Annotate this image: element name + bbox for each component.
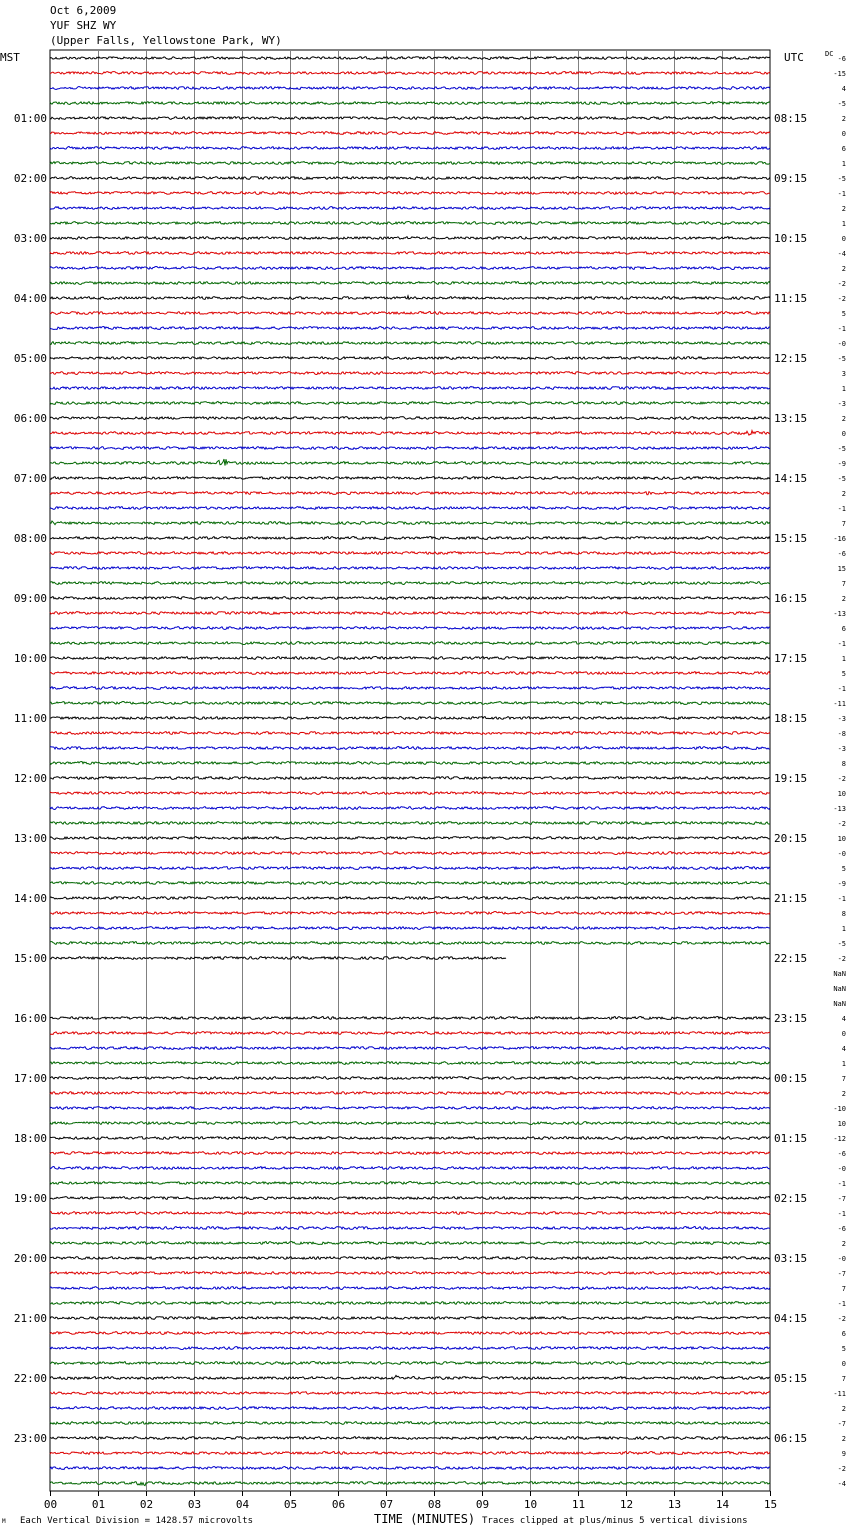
seismic-trace — [50, 1302, 770, 1305]
seismic-trace — [50, 882, 770, 885]
dc-offset-label: -4 — [837, 1480, 846, 1488]
mst-hour-label: 12:00 — [13, 772, 47, 785]
x-tick-label: 12 — [619, 1498, 634, 1511]
seismic-trace — [50, 1017, 770, 1020]
utc-hour-label: 08:15 — [774, 112, 808, 125]
dc-offset-label: 10 — [837, 1120, 846, 1128]
mst-hour-label: 21:00 — [13, 1312, 47, 1325]
seismic-trace — [50, 431, 770, 436]
seismic-trace — [50, 87, 770, 90]
mst-hour-label: 15:00 — [13, 952, 47, 965]
seismic-trace — [50, 1257, 770, 1260]
dc-offset-label: -9 — [837, 880, 846, 888]
seismic-trace — [50, 687, 770, 690]
seismic-trace — [50, 267, 770, 270]
seismic-trace — [50, 642, 770, 645]
dc-offset-label: 0 — [841, 130, 846, 138]
mst-hour-label: 03:00 — [13, 232, 47, 245]
x-tick-label: 06 — [331, 1498, 346, 1511]
dc-offset-label: 3 — [841, 370, 846, 378]
dc-offset-label: -13 — [833, 610, 846, 618]
seismic-trace — [50, 867, 770, 870]
seismic-trace — [50, 762, 770, 765]
seismic-trace — [50, 927, 770, 930]
seismic-trace — [50, 387, 770, 390]
utc-hour-label: 14:15 — [774, 472, 808, 485]
seismic-trace — [50, 342, 770, 345]
x-tick-label: 00 — [43, 1498, 58, 1511]
dc-offset-label: -1 — [837, 1210, 846, 1218]
corner-mark: M — [2, 1518, 6, 1525]
utc-hour-label: 04:15 — [774, 1312, 808, 1325]
dc-offset-label: -1 — [837, 640, 846, 648]
dc-offset-label: -16 — [833, 535, 846, 543]
seismic-trace — [50, 521, 770, 525]
utc-hour-label: 00:15 — [774, 1072, 808, 1085]
dc-offset-label: -6 — [837, 1225, 846, 1233]
dc-offset-label: 4 — [841, 85, 846, 93]
dc-offset-label: 2 — [841, 490, 846, 498]
dc-offset-label: -1 — [837, 1300, 846, 1308]
seismic-trace — [50, 792, 770, 795]
utc-hour-label: 01:15 — [774, 1132, 808, 1145]
utc-hour-label: 17:15 — [774, 652, 808, 665]
utc-hour-label: 09:15 — [774, 172, 808, 185]
seismic-trace — [50, 1152, 770, 1155]
dc-offset-label: 0 — [841, 1030, 846, 1038]
seismic-trace — [50, 807, 770, 810]
utc-hour-label: 13:15 — [774, 412, 808, 425]
dc-offset-label: -6 — [837, 550, 846, 558]
dc-offset-label: -0 — [837, 1255, 846, 1263]
seismic-trace — [50, 672, 770, 675]
seismic-trace — [50, 1407, 770, 1410]
dc-offset-label: 8 — [841, 760, 846, 768]
dc-offset-label: 0 — [841, 235, 846, 243]
seismic-trace — [50, 192, 770, 195]
dc-offset-label: -7 — [837, 1420, 846, 1428]
dc-offset-label: 15 — [837, 565, 846, 573]
dc-offset-label: -10 — [833, 1105, 846, 1113]
mst-hour-label: 14:00 — [13, 892, 47, 905]
station-code: YUF SHZ WY — [50, 19, 117, 32]
utc-hour-label: 21:15 — [774, 892, 808, 905]
seismic-trace — [50, 1467, 770, 1470]
dc-offset-label: -15 — [833, 70, 846, 78]
seismic-trace — [50, 582, 770, 585]
utc-hour-label: 12:15 — [774, 352, 808, 365]
utc-hour-label: 05:15 — [774, 1372, 808, 1385]
dc-column-header: DC — [825, 50, 834, 58]
dc-offset-label: 2 — [841, 1090, 846, 1098]
seismic-trace — [50, 852, 770, 855]
mst-hour-label: 10:00 — [13, 652, 47, 665]
mst-hour-label: 07:00 — [13, 472, 47, 485]
dc-offset-label: -1 — [837, 190, 846, 198]
seismic-trace — [50, 1332, 770, 1335]
dc-offset-label: 1 — [841, 160, 846, 168]
seismic-trace — [50, 357, 770, 360]
seismic-trace — [50, 1122, 770, 1125]
mst-hour-label: 02:00 — [13, 172, 47, 185]
seismic-trace — [50, 417, 770, 420]
mst-hour-label: 22:00 — [13, 1372, 47, 1385]
seismic-trace — [50, 492, 770, 495]
dc-offset-label: NaN — [833, 970, 846, 978]
seismic-trace — [50, 627, 770, 630]
seismic-trace — [50, 1362, 770, 1365]
seismic-trace — [50, 552, 770, 555]
dc-offset-label: -3 — [837, 745, 846, 753]
dc-offset-label: 6 — [841, 145, 846, 153]
seismic-trace — [50, 147, 770, 150]
time-grid — [50, 50, 771, 1496]
x-tick-label: 14 — [715, 1498, 730, 1511]
dc-offset-label: 2 — [841, 205, 846, 213]
dc-offset-label: 2 — [841, 115, 846, 123]
dc-offset-label: -12 — [833, 1135, 846, 1143]
dc-offset-label: -3 — [837, 400, 846, 408]
seismic-trace — [50, 942, 770, 945]
seismic-trace — [50, 1272, 770, 1275]
seismic-trace — [50, 1392, 770, 1395]
dc-offset-label: 7 — [841, 1075, 846, 1083]
dc-offset-label: 1 — [841, 925, 846, 933]
seismic-trace — [50, 1092, 770, 1095]
trace-group — [50, 57, 770, 1486]
x-tick-label: 05 — [283, 1498, 298, 1511]
dc-offset-label: 1 — [841, 220, 846, 228]
seismic-trace — [50, 897, 770, 900]
dc-offset-label: -0 — [837, 850, 846, 858]
seismic-trace — [50, 1482, 770, 1486]
dc-offset-label: -6 — [837, 55, 846, 63]
dc-offset-label: -1 — [837, 325, 846, 333]
seismic-trace — [50, 1452, 770, 1455]
dc-offset-label: 4 — [841, 1045, 846, 1053]
x-tick-label: 02 — [139, 1498, 154, 1511]
seismic-trace — [50, 72, 770, 75]
seismic-trace — [50, 1062, 770, 1065]
dc-offset-label: 7 — [841, 1285, 846, 1293]
dc-offset-label: 10 — [837, 790, 846, 798]
seismic-trace — [50, 822, 770, 825]
x-tick-label: 09 — [475, 1498, 490, 1511]
mst-hour-label: 13:00 — [13, 832, 47, 845]
x-tick-label: 15 — [763, 1498, 778, 1511]
x-tick-label: 10 — [523, 1498, 538, 1511]
seismic-trace — [50, 837, 770, 840]
dc-offset-label: 2 — [841, 595, 846, 603]
dc-offset-label: 6 — [841, 1330, 846, 1338]
dc-offset-label: -5 — [837, 100, 846, 108]
dc-offset-label: 7 — [841, 1375, 846, 1383]
mst-hour-label: 17:00 — [13, 1072, 47, 1085]
dc-offset-label: -9 — [837, 460, 846, 468]
dc-offset-label: -1 — [837, 895, 846, 903]
dc-offset-label: 5 — [841, 310, 846, 318]
dc-offset-label: 5 — [841, 670, 846, 678]
utc-hour-label: 02:15 — [774, 1192, 808, 1205]
utc-hour-label: 18:15 — [774, 712, 808, 725]
utc-hour-label: 03:15 — [774, 1252, 808, 1265]
seismic-trace — [50, 447, 770, 450]
mst-hour-label: 09:00 — [13, 592, 47, 605]
x-tick-label: 01 — [91, 1498, 106, 1511]
seismic-trace — [50, 1422, 770, 1425]
utc-hour-label: 23:15 — [774, 1012, 808, 1025]
seismic-trace — [50, 222, 770, 225]
seismic-trace — [50, 1347, 770, 1350]
seismic-trace — [50, 1375, 770, 1379]
seismic-trace — [50, 1227, 770, 1230]
seismic-trace — [50, 1317, 770, 1320]
mst-hour-label: 05:00 — [13, 352, 47, 365]
dc-offset-label: 10 — [837, 835, 846, 843]
dc-offset-label: 0 — [841, 430, 846, 438]
mst-hour-label: 19:00 — [13, 1192, 47, 1205]
dc-offset-label: -1 — [837, 1180, 846, 1188]
seismic-trace — [50, 132, 770, 135]
mst-hour-label: 06:00 — [13, 412, 47, 425]
seismic-trace — [50, 282, 770, 285]
mst-hour-label: 01:00 — [13, 112, 47, 125]
mst-hour-label: 08:00 — [13, 532, 47, 545]
dc-offset-label: -7 — [837, 1270, 846, 1278]
dc-offset-label: -5 — [837, 175, 846, 183]
dc-offset-label: -2 — [837, 295, 846, 303]
seismic-trace — [50, 252, 770, 255]
seismic-trace — [50, 177, 770, 180]
dc-offset-label: 2 — [841, 415, 846, 423]
axis-labels — [14, 55, 846, 1511]
dc-offset-label: -2 — [837, 1315, 846, 1323]
seismic-trace — [50, 717, 770, 720]
dc-offset-label: NaN — [833, 1000, 846, 1008]
dc-offset-label: -11 — [833, 1390, 846, 1398]
right-timezone-label: UTC — [784, 51, 804, 64]
dc-offset-label: -5 — [837, 445, 846, 453]
dc-offset-label: -5 — [837, 355, 846, 363]
dc-offset-label: 8 — [841, 910, 846, 918]
seismic-trace — [50, 459, 770, 466]
dc-offset-label: 2 — [841, 265, 846, 273]
seismic-trace — [50, 312, 770, 315]
x-axis-title: TIME (MINUTES) — [374, 1512, 476, 1526]
dc-offset-label: -8 — [837, 730, 846, 738]
dc-offset-label: 1 — [841, 655, 846, 663]
dc-offset-label: 1 — [841, 1060, 846, 1068]
dc-offset-label: -11 — [833, 700, 846, 708]
mst-hour-label: 11:00 — [13, 712, 47, 725]
seismic-trace — [50, 1107, 770, 1110]
dc-offset-label: -6 — [837, 1150, 846, 1158]
dc-offset-label: -2 — [837, 775, 846, 783]
seismic-trace — [50, 507, 770, 510]
seismic-trace — [50, 1437, 770, 1440]
dc-offset-label: -4 — [837, 250, 846, 258]
seismic-trace — [50, 702, 770, 705]
seismic-trace — [50, 537, 770, 540]
seismic-trace — [50, 1242, 770, 1245]
mst-hour-label: 18:00 — [13, 1132, 47, 1145]
utc-hour-label: 19:15 — [774, 772, 808, 785]
seismic-trace — [50, 1032, 770, 1035]
dc-offset-label: -1 — [837, 685, 846, 693]
plot-frame — [50, 50, 770, 1491]
seismic-trace — [50, 1137, 770, 1140]
dc-offset-label: 7 — [841, 520, 846, 528]
seismic-trace — [50, 372, 770, 375]
dc-offset-label: -3 — [837, 715, 846, 723]
x-tick-label: 13 — [667, 1498, 682, 1511]
clip-note: Traces clipped at plus/minus 5 vertical divisions — [482, 1516, 748, 1526]
seismic-trace — [50, 957, 506, 960]
mst-hour-label: 16:00 — [13, 1012, 47, 1025]
seismic-trace — [50, 1077, 770, 1080]
seismic-trace — [50, 747, 770, 750]
dc-offset-label: -0 — [837, 1165, 846, 1173]
utc-hour-label: 10:15 — [774, 232, 808, 245]
dc-offset-label: 5 — [841, 1345, 846, 1353]
seismic-trace — [50, 327, 770, 330]
dc-offset-label: -2 — [837, 820, 846, 828]
x-tick-label: 07 — [379, 1498, 394, 1511]
seismic-trace — [50, 912, 770, 915]
seismic-trace — [50, 777, 770, 780]
dc-offset-label: 7 — [841, 580, 846, 588]
dc-offset-label: -5 — [837, 940, 846, 948]
dc-offset-label: 2 — [841, 1435, 846, 1443]
seismic-trace — [50, 402, 770, 405]
seismic-trace — [50, 237, 770, 240]
utc-hour-label: 06:15 — [774, 1432, 808, 1445]
seismic-trace — [50, 117, 770, 120]
seismic-trace — [50, 1197, 770, 1200]
station-location: (Upper Falls, Yellowstone Park, WY) — [50, 34, 282, 47]
seismic-trace — [50, 102, 770, 105]
dc-offset-label: -13 — [833, 805, 846, 813]
utc-hour-label: 16:15 — [774, 592, 808, 605]
seismic-trace — [50, 657, 770, 660]
dc-offset-label: NaN — [833, 985, 846, 993]
dc-offset-label: -2 — [837, 280, 846, 288]
seismic-trace — [50, 732, 770, 735]
seismic-trace — [50, 57, 770, 60]
dc-offset-label: 2 — [841, 1405, 846, 1413]
record-date: Oct 6,2009 — [50, 4, 117, 17]
seismic-trace — [50, 1047, 770, 1050]
mst-hour-label: 20:00 — [13, 1252, 47, 1265]
dc-offset-label: -7 — [837, 1195, 846, 1203]
dc-offset-label: 1 — [841, 385, 846, 393]
dc-offset-label: 2 — [841, 1240, 846, 1248]
dc-offset-label: -2 — [837, 955, 846, 963]
seismic-trace — [50, 1182, 770, 1185]
mst-hour-label: 23:00 — [13, 1432, 47, 1445]
dc-offset-label: 0 — [841, 1360, 846, 1368]
x-tick-label: 11 — [571, 1498, 586, 1511]
utc-hour-label: 15:15 — [774, 532, 808, 545]
dc-offset-label: 4 — [841, 1015, 846, 1023]
left-timezone-label: MST — [0, 51, 20, 64]
utc-hour-label: 11:15 — [774, 292, 808, 305]
utc-hour-label: 20:15 — [774, 832, 808, 845]
mst-hour-label: 04:00 — [13, 292, 47, 305]
seismic-trace — [50, 612, 770, 615]
utc-hour-label: 22:15 — [774, 952, 808, 965]
seismic-trace — [50, 207, 770, 210]
seismic-trace — [50, 597, 770, 600]
seismic-trace — [50, 1212, 770, 1215]
dc-offset-label: -2 — [837, 1465, 846, 1473]
x-tick-label: 04 — [235, 1498, 250, 1511]
seismic-trace — [50, 1167, 770, 1170]
seismic-trace — [50, 567, 770, 570]
seismic-trace — [50, 162, 770, 165]
dc-offset-label: 5 — [841, 865, 846, 873]
dc-offset-label: -5 — [837, 475, 846, 483]
scale-note: Each Vertical Division = 1428.57 microvolts — [20, 1516, 253, 1526]
x-tick-label: 03 — [187, 1498, 202, 1511]
seismic-trace — [50, 1287, 770, 1290]
x-tick-label: 08 — [427, 1498, 442, 1511]
seismic-trace — [50, 296, 770, 300]
dc-offset-label: -1 — [837, 505, 846, 513]
dc-offset-label: -0 — [837, 340, 846, 348]
dc-offset-label: 9 — [841, 1450, 846, 1458]
dc-offset-label: 6 — [841, 625, 846, 633]
seismic-trace — [50, 477, 770, 480]
